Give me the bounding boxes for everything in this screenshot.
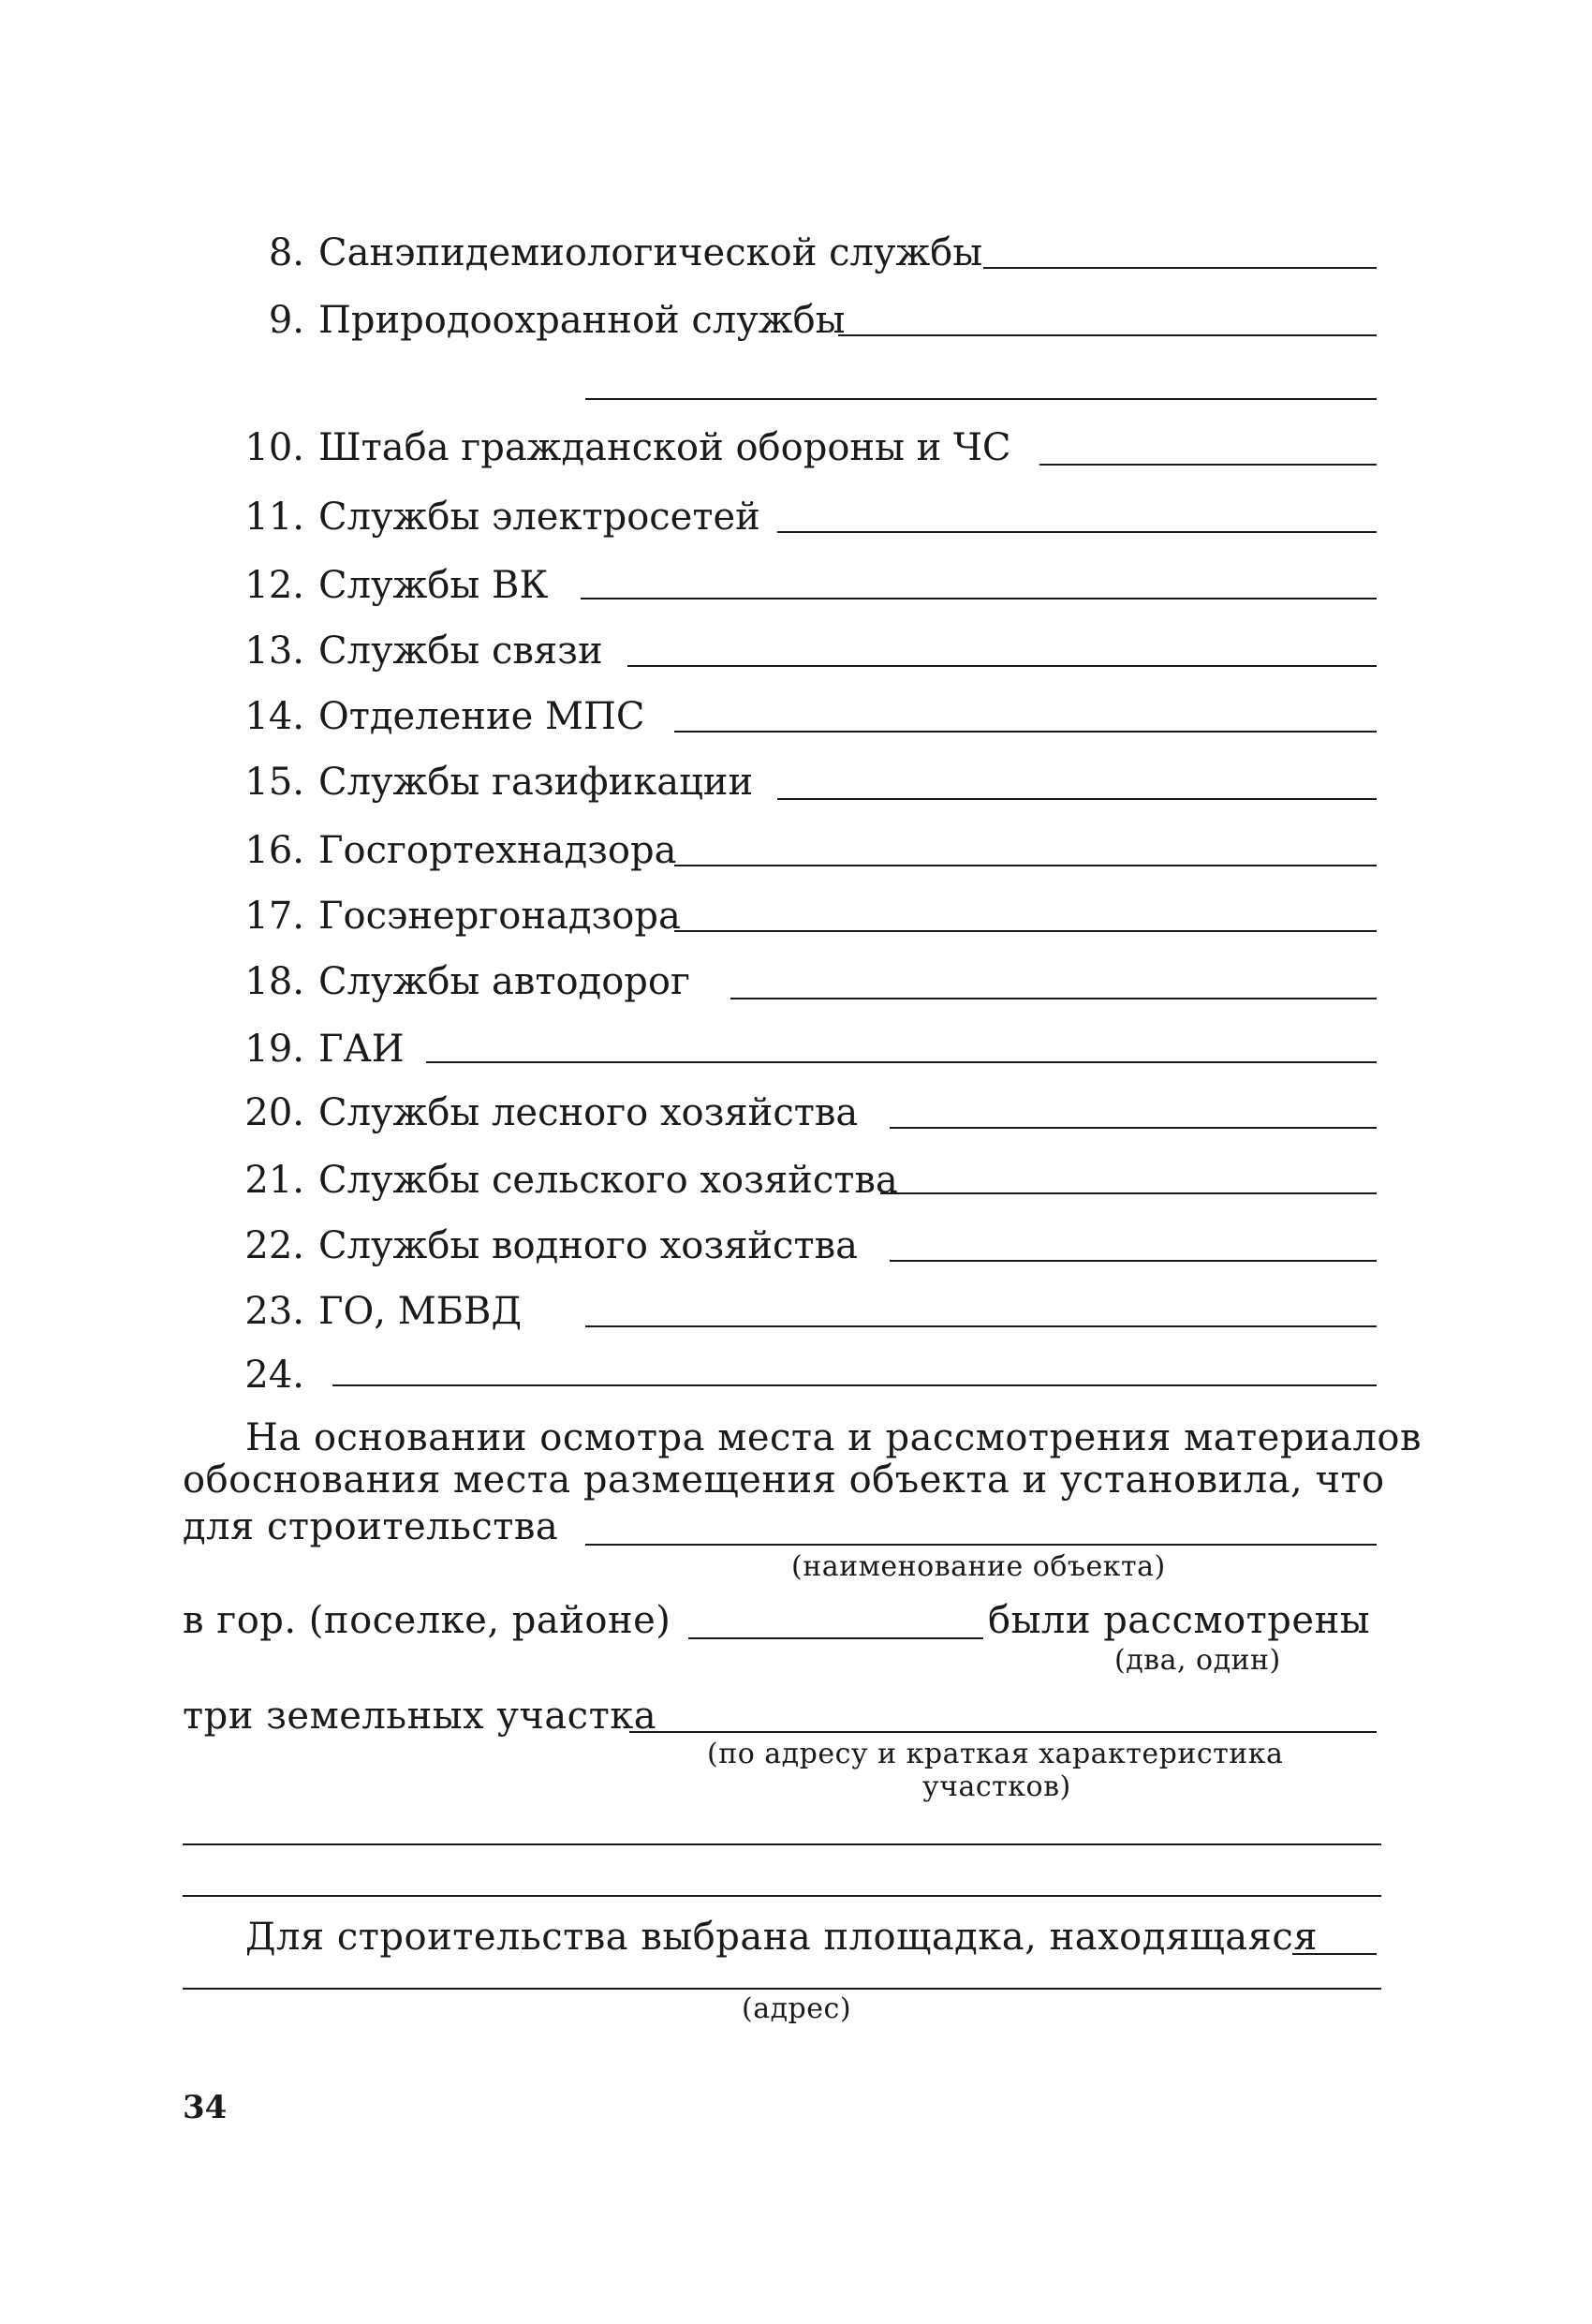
item-number: 21. (244, 1159, 304, 1202)
item-label: Службы электросетей (318, 496, 760, 539)
paragraph-line: для строительства (183, 1505, 559, 1548)
item-label: Службы ВК (318, 564, 549, 607)
item-number: 14. (244, 695, 304, 738)
fill-line[interactable] (674, 731, 1377, 733)
item-label: Штаба гражданской обороны и ЧС (318, 426, 1011, 469)
item-number: 22. (244, 1224, 304, 1267)
paragraph-line: три земельных участка (183, 1695, 657, 1738)
fill-line[interactable] (581, 598, 1377, 600)
caption-count: (два, один) (1114, 1644, 1281, 1677)
fill-line[interactable] (627, 665, 1377, 667)
fill-line[interactable] (777, 798, 1377, 800)
item-label: ГАИ (318, 1028, 405, 1071)
fill-line[interactable] (890, 1127, 1377, 1129)
object-name-field[interactable] (585, 1544, 1377, 1546)
caption-address: участков) (922, 1770, 1071, 1803)
item-label: Службы сельского хозяйства (318, 1159, 898, 1202)
fill-line[interactable] (838, 334, 1377, 336)
item-number: 9. (268, 299, 304, 342)
fill-line[interactable] (585, 1325, 1377, 1327)
page-number: 34 (183, 2089, 228, 2126)
item-label: Службы газификации (318, 761, 754, 804)
item-number: 12. (244, 564, 304, 607)
item-number: 20. (244, 1091, 304, 1134)
item-label: Госэнергонадзора (318, 895, 681, 938)
item-label: ГО, МБВД (318, 1290, 522, 1333)
item-number: 13. (244, 629, 304, 673)
item-number: 15. (244, 761, 304, 804)
city-field[interactable] (688, 1637, 983, 1639)
paragraph-line: в гор. (поселке, районе) (183, 1599, 671, 1642)
item-label: Госгортехнадзора (318, 829, 677, 872)
item-label: Службы лесного хозяйства (318, 1091, 859, 1134)
fill-line[interactable] (880, 1192, 1377, 1194)
fill-line[interactable] (674, 930, 1377, 932)
item-number: 8. (268, 231, 304, 274)
fill-line[interactable] (1039, 464, 1377, 466)
fill-line[interactable] (183, 1895, 1381, 1897)
item-number: 24. (244, 1354, 304, 1397)
fill-line[interactable] (183, 1843, 1381, 1845)
fill-line[interactable] (777, 531, 1377, 533)
site-field[interactable] (1292, 1953, 1377, 1955)
item-label: Отделение МПС (318, 695, 645, 738)
fill-line[interactable] (890, 1260, 1377, 1262)
address-field[interactable] (629, 1731, 1377, 1733)
item-number: 23. (244, 1290, 304, 1333)
caption-address: (адрес) (742, 1992, 852, 2025)
item-number: 17. (244, 895, 304, 938)
item-label: Службы автодорог (318, 960, 690, 1003)
paragraph-line: Для строительства выбрана площадка, находящаяся (245, 1916, 1318, 1959)
item-number: 19. (244, 1028, 304, 1071)
paragraph-line: были рассмотрены (988, 1599, 1371, 1642)
item-number: 16. (244, 829, 304, 872)
item-number: 10. (244, 426, 304, 469)
item-number: 18. (244, 960, 304, 1003)
item-number: 11. (244, 496, 304, 539)
item-label: Службы связи (318, 629, 603, 673)
item-label: Санэпидемиологической службы (318, 231, 983, 274)
paragraph-line: обоснования места размещения объекта и установила, что (183, 1458, 1385, 1502)
fill-line[interactable] (674, 865, 1377, 866)
paragraph-line: На основании осмотра места и рассмотрения материалов (245, 1416, 1422, 1459)
fill-line[interactable] (585, 398, 1377, 400)
site-address-field[interactable] (183, 1988, 1381, 1990)
item-label: Службы водного хозяйства (318, 1224, 858, 1267)
fill-line[interactable] (983, 267, 1377, 269)
fill-line[interactable] (332, 1384, 1377, 1386)
fill-line[interactable] (730, 998, 1377, 999)
caption-object: (наименование объекта) (791, 1550, 1166, 1583)
item-label: Природоохранной службы (318, 299, 846, 342)
caption-address: (по адресу и краткая характеристика (707, 1738, 1284, 1770)
fill-line[interactable] (426, 1061, 1377, 1063)
